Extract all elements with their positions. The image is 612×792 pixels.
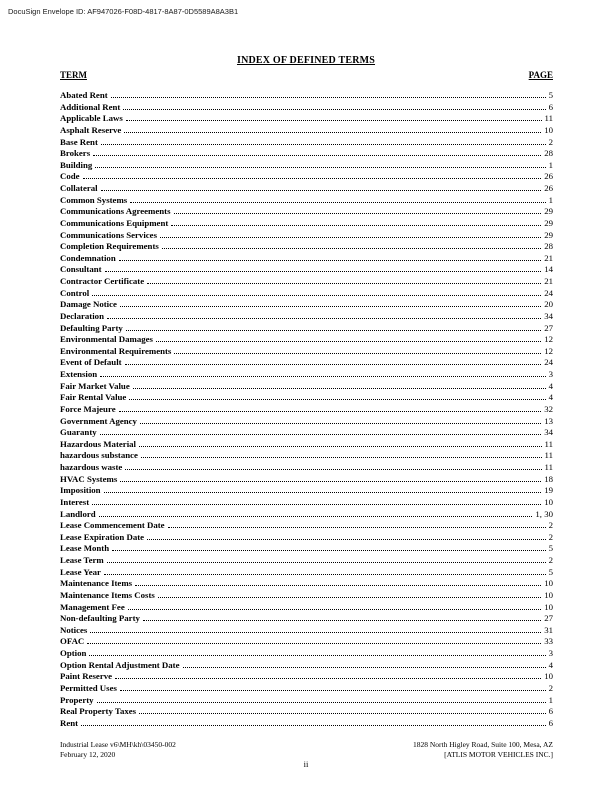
index-row <box>60 288 553 300</box>
index-row <box>60 450 553 462</box>
index-row <box>60 509 553 521</box>
term-page-number: 19 <box>544 485 553 496</box>
term-label: Abated Rent <box>60 90 108 100</box>
term-label: Code <box>60 171 80 182</box>
index-row <box>60 590 553 602</box>
dot-leader <box>160 237 541 238</box>
term-label: Environmental Damages <box>60 334 153 345</box>
term-page-number: 2 <box>548 555 553 565</box>
index-row <box>60 439 553 451</box>
term-page-number: 21 <box>544 252 553 263</box>
term-page-number: 5 <box>548 90 553 100</box>
dot-leader <box>139 713 546 714</box>
index-row <box>60 323 553 335</box>
index-row <box>60 613 553 625</box>
term-page-number: 3 <box>548 648 553 658</box>
index-row <box>60 90 553 102</box>
term-label: Consultant <box>60 264 102 275</box>
dot-leader <box>107 562 546 563</box>
term-label: Condemnation <box>60 252 116 263</box>
dot-leader <box>100 376 545 377</box>
term-page-number: 14 <box>544 264 553 275</box>
term-label: Communications Services <box>60 229 158 240</box>
term-page-number: 10 <box>544 124 553 135</box>
term-label: Event of Default <box>60 357 122 368</box>
page-number-roman: ii <box>303 759 309 769</box>
index-row <box>60 264 553 276</box>
term-page-number: 32 <box>544 403 553 414</box>
dot-leader <box>156 341 541 342</box>
term-page-number: 12 <box>544 345 553 356</box>
term-page-number: 34 <box>544 310 553 321</box>
dot-leader <box>107 318 541 319</box>
term-label: Damage Notice <box>60 299 117 310</box>
index-row <box>60 718 553 730</box>
index-row <box>60 102 553 114</box>
term-page-number: 6 <box>548 706 553 717</box>
index-row <box>60 671 553 683</box>
term-page-number: 6 <box>548 717 553 728</box>
term-page-number: 18 <box>544 473 553 484</box>
term-label: Defaulting Party <box>60 322 123 333</box>
term-label: Maintenance Items <box>60 578 133 589</box>
term-page-number: 2 <box>548 531 553 542</box>
term-label: Permitted Uses <box>60 682 117 693</box>
term-label: Completion Requirements <box>60 241 159 252</box>
dot-leader <box>174 353 541 354</box>
term-label: Force Majeure <box>60 403 116 414</box>
index-row <box>60 148 553 160</box>
index-row <box>60 276 553 288</box>
term-page-number: 31 <box>544 624 553 635</box>
term-page-number: 20 <box>544 299 553 310</box>
term-label: Non-defaulting Party <box>60 613 140 624</box>
term-page-number: 10 <box>544 671 553 682</box>
dot-leader <box>83 178 542 179</box>
index-row <box>60 195 553 207</box>
index-row <box>60 427 553 439</box>
term-page-number: 11 <box>544 462 553 472</box>
dot-leader <box>101 190 542 191</box>
term-label: Fair Market Value <box>60 380 130 391</box>
index-row <box>60 648 553 660</box>
index-row <box>60 183 553 195</box>
term-page-number: 10 <box>544 601 553 612</box>
index-row <box>60 602 553 614</box>
index-row <box>60 392 553 404</box>
index-row <box>60 404 553 416</box>
index-row <box>60 520 553 532</box>
term-page-number: 34 <box>544 427 553 438</box>
footer-address <box>413 740 553 759</box>
term-label: Option Rental Adjustment Date <box>60 659 180 670</box>
term-page-number: 4 <box>548 392 553 403</box>
term-page-number: 10 <box>544 578 553 589</box>
term-page-number: 28 <box>544 241 553 252</box>
term-page-number: 1 <box>548 194 553 205</box>
index-row <box>60 334 553 346</box>
dot-leader <box>89 655 545 656</box>
index-row <box>60 543 553 555</box>
index-row <box>60 660 553 672</box>
term-label: Lease Year <box>60 566 101 577</box>
dot-leader <box>162 248 541 249</box>
index-row <box>60 299 553 311</box>
term-label: Lease Expiration Date <box>60 531 145 542</box>
term-label: Maintenance Items Costs <box>60 589 155 600</box>
index-row <box>60 474 553 486</box>
term-label: Notices <box>60 624 88 635</box>
term-page-number: 21 <box>544 276 553 286</box>
term-page-number: 13 <box>544 415 553 426</box>
term-label: Additional Rent <box>60 101 121 112</box>
footer-doc-ref-line1: Industrial Lease v6\MH\kh\03450-002 <box>60 740 176 749</box>
term-page-number: 2 <box>548 682 553 693</box>
index-row <box>60 171 553 183</box>
term-label: Brokers <box>60 148 91 159</box>
term-label: OFAC <box>60 636 85 647</box>
footer-doc-ref-line2: February 12, 2020 <box>60 749 116 759</box>
dot-leader <box>133 388 546 389</box>
column-headers <box>60 70 553 80</box>
dot-leader <box>125 469 541 470</box>
index-row <box>60 695 553 707</box>
term-page-number: 26 <box>544 183 553 193</box>
dot-leader <box>174 213 542 214</box>
term-label: Option <box>60 648 87 658</box>
dot-leader <box>120 306 541 307</box>
index-row <box>60 567 553 579</box>
term-label: Communications Agreements <box>60 206 171 217</box>
term-label: Lease Month <box>60 543 110 554</box>
page-footer <box>60 740 553 759</box>
index-row <box>60 218 553 230</box>
dot-leader <box>135 585 541 586</box>
index-row <box>60 311 553 323</box>
index-row <box>60 578 553 590</box>
term-label: Collateral <box>60 183 98 193</box>
term-page-number: 1 <box>548 159 553 170</box>
term-page-number: 27 <box>544 613 553 624</box>
footer-address-line2: [ATLIS MOTOR VEHICLES INC.] <box>444 749 553 759</box>
term-page-number: 27 <box>544 322 553 333</box>
term-page-number: 3 <box>548 369 553 379</box>
dot-leader <box>90 632 541 633</box>
dot-leader <box>147 539 546 540</box>
term-label: Landlord <box>60 508 96 519</box>
dot-leader <box>120 481 541 482</box>
page-title: INDEX OF DEFINED TERMS <box>236 55 376 66</box>
dot-leader <box>105 271 542 272</box>
term-page-number: 11 <box>544 450 553 461</box>
term-label: Real Property Taxes <box>60 706 137 717</box>
term-label: Fair Rental Value <box>60 392 127 403</box>
dot-leader <box>171 225 541 226</box>
dot-leader <box>92 295 541 296</box>
term-label: Contractor Certificate <box>60 276 145 286</box>
term-label: hazardous substance <box>60 450 138 461</box>
index-row <box>60 253 553 265</box>
dot-leader <box>120 690 546 691</box>
term-label: Interest <box>60 496 90 507</box>
term-label: Guaranty <box>60 427 97 438</box>
term-page-number: 6 <box>548 101 553 112</box>
dot-leader <box>97 702 546 703</box>
term-page-number: 28 <box>544 148 553 159</box>
term-page-number: 2 <box>548 136 553 147</box>
dot-leader <box>111 97 546 98</box>
term-page-number: 10 <box>544 496 553 507</box>
term-label: Lease Term <box>60 555 104 565</box>
term-label: Building <box>60 159 93 170</box>
dot-leader <box>126 120 542 121</box>
term-label: Management Fee <box>60 601 125 612</box>
index-row <box>60 113 553 125</box>
dot-leader <box>119 411 542 412</box>
page-column-header: PAGE <box>528 70 553 80</box>
term-page-number: 29 <box>544 206 553 217</box>
index-row <box>60 346 553 358</box>
footer-doc-ref <box>60 740 176 759</box>
term-label: Hazardous Material <box>60 438 136 449</box>
term-page-number: 24 <box>544 287 553 298</box>
dot-leader <box>168 527 546 528</box>
index-row <box>60 485 553 497</box>
index-row <box>60 206 553 218</box>
term-page-number: 1, 30 <box>535 508 553 519</box>
index-row <box>60 497 553 509</box>
term-label: Base Rent <box>60 136 98 147</box>
index-row <box>60 683 553 695</box>
term-label: Common Systems <box>60 194 128 205</box>
term-label: Control <box>60 287 90 298</box>
term-label: Declaration <box>60 310 104 321</box>
dot-leader <box>141 457 542 458</box>
dot-leader <box>112 550 545 551</box>
term-label: Extension <box>60 369 98 379</box>
term-page-number: 5 <box>548 543 553 554</box>
index-row <box>60 636 553 648</box>
dot-leader <box>104 574 546 575</box>
dot-leader <box>123 109 545 110</box>
term-page-number: 11 <box>544 113 553 124</box>
term-page-number: 5 <box>548 566 553 577</box>
footer-address-line1: 1828 North Higley Road, Suite 100, Mesa, AZ <box>413 740 553 749</box>
index-row <box>60 416 553 428</box>
dot-leader <box>158 597 541 598</box>
index-row <box>60 381 553 393</box>
term-label: Paint Reserve <box>60 671 113 682</box>
index-row <box>60 532 553 544</box>
term-label: Rent <box>60 717 79 728</box>
index-row <box>60 137 553 149</box>
term-page-number: 26 <box>544 171 553 182</box>
term-label: Environmental Requirements <box>60 345 172 356</box>
term-page-number: 12 <box>544 334 553 345</box>
dot-leader <box>125 364 542 365</box>
index-list <box>60 90 553 729</box>
dot-leader <box>126 330 541 331</box>
term-page-number: 33 <box>544 636 553 647</box>
dot-leader <box>119 260 541 261</box>
index-row <box>60 625 553 637</box>
dot-leader <box>81 725 546 726</box>
term-page-number: 11 <box>544 438 553 449</box>
term-label: Asphalt Reserve <box>60 124 122 135</box>
dot-leader <box>95 167 545 168</box>
term-label: hazardous waste <box>60 462 123 472</box>
index-row <box>60 357 553 369</box>
index-row <box>60 706 553 718</box>
dot-leader <box>140 423 541 424</box>
index-row <box>60 230 553 242</box>
term-label: HVAC Systems <box>60 473 118 484</box>
term-page-number: 29 <box>544 229 553 240</box>
term-label: Communications Equipment <box>60 217 169 228</box>
index-row <box>60 160 553 172</box>
dot-leader <box>104 492 542 493</box>
dot-leader <box>87 643 541 644</box>
index-row <box>60 555 553 567</box>
dot-leader <box>129 399 545 400</box>
dot-leader <box>124 132 541 133</box>
dot-leader <box>115 678 541 679</box>
index-row <box>60 125 553 137</box>
term-page-number: 10 <box>544 589 553 600</box>
term-label: Government Agency <box>60 415 137 426</box>
dot-leader <box>99 516 533 517</box>
term-page-number: 1 <box>548 694 553 705</box>
dot-leader <box>147 283 541 284</box>
index-row <box>60 369 553 381</box>
dot-leader <box>100 434 542 435</box>
term-label: Imposition <box>60 485 101 496</box>
dot-leader <box>92 504 541 505</box>
dot-leader <box>183 667 546 668</box>
dot-leader <box>143 620 541 621</box>
index-row <box>60 462 553 474</box>
docusign-envelope-id: DocuSign Envelope ID: AF947026-F08D-4817-8A87-0D5589A8A3B1 <box>8 7 239 16</box>
dot-leader <box>139 446 542 447</box>
term-page-number: 24 <box>544 357 553 368</box>
term-page-number: 4 <box>548 659 553 670</box>
dot-leader <box>128 609 541 610</box>
dot-leader <box>101 144 546 145</box>
term-page-number: 4 <box>548 380 553 391</box>
term-label: Applicable Laws <box>60 113 123 124</box>
term-label: Lease Commencement Date <box>60 520 165 531</box>
term-label: Property <box>60 694 94 705</box>
dot-leader <box>130 202 545 203</box>
term-page-number: 2 <box>548 520 553 531</box>
index-row <box>60 241 553 253</box>
dot-leader <box>93 155 541 156</box>
term-column-header: TERM <box>60 70 87 80</box>
term-page-number: 29 <box>544 217 553 228</box>
